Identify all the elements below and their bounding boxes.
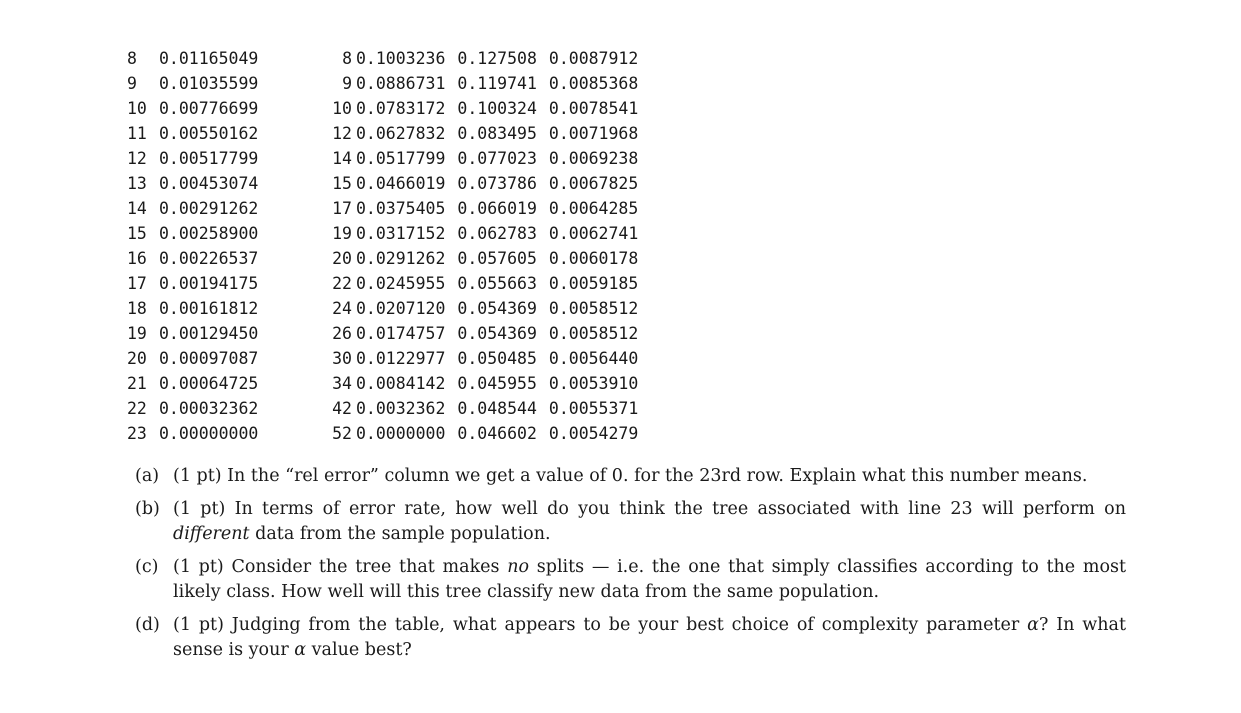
nsplit-value: 17 [332, 199, 352, 218]
cp-value: 0.00453074 [159, 174, 259, 193]
row-index: 14 [127, 199, 147, 218]
question-fragment: data from the sample population. [249, 524, 551, 544]
nsplit-value: 8 [342, 49, 352, 68]
question-emphasis: no [507, 557, 530, 577]
cp-value: 0.00064725 [159, 374, 259, 393]
question-fragment: value best? [306, 640, 412, 660]
xerror-value: 0.050485 [457, 349, 537, 368]
row-index: 15 [127, 224, 147, 243]
question-text [173, 555, 1126, 605]
table-row [320, 246, 638, 271]
xstd-value: 0.0087912 [548, 49, 639, 68]
xerror-value: 0.066019 [457, 199, 537, 218]
xstd-value: 0.0058512 [548, 324, 639, 343]
row-index: 9 [127, 74, 137, 93]
table-row [127, 321, 258, 346]
table-row [127, 221, 258, 246]
table-row [320, 371, 638, 396]
xerror-value: 0.077023 [457, 149, 537, 168]
question-label: (b) [135, 499, 160, 519]
nsplit-value: 10 [332, 99, 352, 118]
cp-table-left [127, 46, 258, 446]
nsplit-value: 24 [332, 299, 352, 318]
xstd-value: 0.0085368 [548, 74, 639, 93]
rel-error-value: 0.0122977 [356, 349, 446, 368]
table-row [127, 96, 258, 121]
rel-error-value: 0.0174757 [356, 324, 446, 343]
question-text [173, 497, 1126, 547]
table-row [127, 46, 258, 71]
xerror-value: 0.100324 [457, 99, 537, 118]
question-item [135, 555, 1126, 605]
nsplit-value: 22 [332, 274, 352, 293]
cp-table-right-body [320, 46, 638, 446]
table-row [127, 396, 258, 421]
cp-value: 0.00129450 [159, 324, 259, 343]
row-index: 18 [127, 299, 147, 318]
cp-value: 0.00517799 [159, 149, 259, 168]
xerror-value: 0.046602 [457, 424, 537, 443]
xerror-value: 0.057605 [457, 249, 537, 268]
table-row [127, 296, 258, 321]
rel-error-value: 0.0886731 [356, 74, 446, 93]
xerror-value: 0.119741 [457, 74, 537, 93]
rel-error-value: 0.0207120 [356, 299, 446, 318]
rel-error-value: 0.0375405 [356, 199, 446, 218]
question-item [135, 613, 1126, 663]
xstd-value: 0.0064285 [548, 199, 639, 218]
xerror-value: 0.054369 [457, 324, 537, 343]
nsplit-value: 19 [332, 224, 352, 243]
nsplit-value: 12 [332, 124, 352, 143]
nsplit-value: 20 [332, 249, 352, 268]
rel-error-value: 0.0245955 [356, 274, 446, 293]
cp-value: 0.00032362 [159, 399, 259, 418]
xstd-value: 0.0059185 [548, 274, 639, 293]
row-index: 10 [127, 99, 147, 118]
question-item [135, 464, 1126, 489]
xstd-value: 0.0069238 [548, 149, 639, 168]
table-row [127, 146, 258, 171]
question-emphasis: different [173, 524, 250, 544]
nsplit-value: 15 [332, 174, 352, 193]
xerror-value: 0.048544 [457, 399, 537, 418]
table-row [320, 396, 638, 421]
xerror-value: 0.127508 [457, 49, 537, 68]
rel-error-value: 0.0084142 [356, 374, 446, 393]
cp-value: 0.00097087 [159, 349, 259, 368]
xerror-value: 0.083495 [457, 124, 537, 143]
nsplit-value: 42 [332, 399, 352, 418]
cp-value: 0.00000000 [159, 424, 259, 443]
xstd-value: 0.0067825 [548, 174, 639, 193]
cp-value: 0.00776699 [159, 99, 259, 118]
nsplit-value: 9 [342, 74, 352, 93]
xstd-value: 0.0071968 [548, 124, 639, 143]
table-row [320, 296, 638, 321]
cp-value: 0.00291262 [159, 199, 259, 218]
row-index: 21 [127, 374, 147, 393]
rel-error-value: 0.0032362 [356, 399, 446, 418]
table-row [127, 121, 258, 146]
xstd-value: 0.0060178 [548, 249, 639, 268]
xerror-value: 0.054369 [457, 299, 537, 318]
cp-value: 0.00550162 [159, 124, 259, 143]
table-row [320, 271, 638, 296]
row-index: 17 [127, 274, 147, 293]
xerror-value: 0.062783 [457, 224, 537, 243]
row-index: 16 [127, 249, 147, 268]
rel-error-value: 0.0291262 [356, 249, 446, 268]
rel-error-value: 0.1003236 [356, 49, 446, 68]
row-index: 12 [127, 149, 147, 168]
cp-value: 0.00258900 [159, 224, 259, 243]
question-fragment: (1 pt) In terms of error rate, how well do you think the tree associated with line 23 will perform on [173, 499, 1126, 519]
table-row [320, 321, 638, 346]
table-row [320, 196, 638, 221]
row-index: 13 [127, 174, 147, 193]
nsplit-value: 34 [332, 374, 352, 393]
table-row [320, 221, 638, 246]
row-index: 19 [127, 324, 147, 343]
table-row [320, 146, 638, 171]
table-row [320, 121, 638, 146]
xstd-value: 0.0058512 [548, 299, 639, 318]
nsplit-value: 26 [332, 324, 352, 343]
cp-table-right [320, 46, 638, 446]
table-row [127, 246, 258, 271]
question-item [135, 497, 1126, 547]
table-row [127, 196, 258, 221]
cp-value: 0.00194175 [159, 274, 259, 293]
xstd-value: 0.0062741 [548, 224, 639, 243]
rel-error-value: 0.0317152 [356, 224, 446, 243]
cp-table-left-body [127, 46, 258, 446]
row-index: 22 [127, 399, 147, 418]
table-row [320, 71, 638, 96]
row-index: 11 [127, 124, 147, 143]
cp-value: 0.01165049 [159, 49, 259, 68]
question-fragment: (1 pt) Judging from the table, what appears to be your best choice of complexity parameter [173, 615, 1028, 635]
rel-error-value: 0.0517799 [356, 149, 446, 168]
cp-value: 0.00161812 [159, 299, 259, 318]
table-row [127, 71, 258, 96]
table-row [127, 171, 258, 196]
question-fragment: ? In what sense is your [173, 615, 1126, 660]
nsplit-value: 30 [332, 349, 352, 368]
table-row [320, 171, 638, 196]
row-index: 20 [127, 349, 147, 368]
rel-error-value: 0.0783172 [356, 99, 446, 118]
table-row [127, 371, 258, 396]
question-label: (d) [135, 615, 160, 635]
xstd-value: 0.0055371 [548, 399, 639, 418]
xstd-value: 0.0078541 [548, 99, 639, 118]
xerror-value: 0.073786 [457, 174, 537, 193]
nsplit-value: 14 [332, 149, 352, 168]
rel-error-value: 0.0000000 [356, 424, 446, 443]
question-text [173, 613, 1126, 663]
cp-value: 0.01035599 [159, 74, 259, 93]
xstd-value: 0.0056440 [548, 349, 639, 368]
question-fragment: (1 pt) In the “rel error” column we get a value of 0. for the 23rd row. Explain what this number means. [173, 466, 1088, 486]
cp-value: 0.00226537 [159, 249, 259, 268]
question-text [173, 464, 1126, 489]
table-row [320, 421, 638, 446]
xerror-value: 0.055663 [457, 274, 537, 293]
table-row [320, 96, 638, 121]
question-fragment: splits — i.e. the one that simply classifies according to the most likely class. How well will this tree classify new data from the same population. [173, 557, 1127, 602]
xstd-value: 0.0053910 [548, 374, 639, 393]
table-row [320, 46, 638, 71]
rel-error-value: 0.0627832 [356, 124, 446, 143]
xerror-value: 0.045955 [457, 374, 537, 393]
question-list [135, 464, 1126, 671]
question-label: (a) [135, 466, 160, 486]
question-label: (c) [135, 557, 159, 577]
xstd-value: 0.0054279 [548, 424, 639, 443]
table-row [320, 346, 638, 371]
question-emphasis: α [1027, 615, 1039, 635]
row-index: 23 [127, 424, 147, 443]
row-index: 8 [127, 49, 137, 68]
table-row [127, 346, 258, 371]
nsplit-value: 52 [332, 424, 352, 443]
table-row [127, 421, 258, 446]
question-fragment: (1 pt) Consider the tree that makes [173, 557, 508, 577]
rel-error-value: 0.0466019 [356, 174, 446, 193]
table-row [127, 271, 258, 296]
question-emphasis: α [294, 640, 307, 660]
